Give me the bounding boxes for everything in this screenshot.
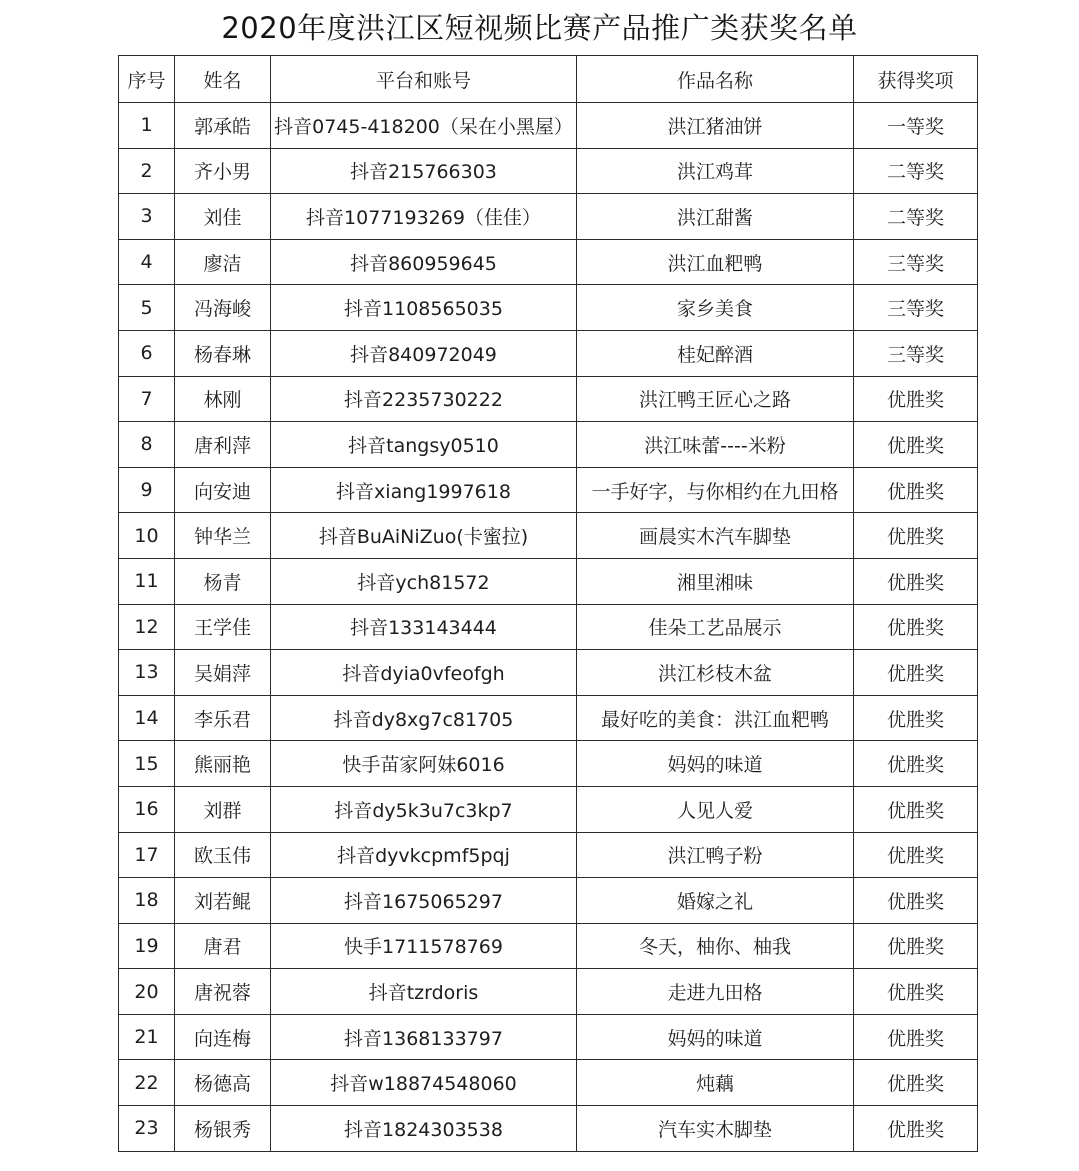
cell-serial-number: 6 <box>119 330 175 376</box>
cell-serial-number: 5 <box>119 285 175 331</box>
cell-award: 优胜奖 <box>854 1060 978 1106</box>
cell-platform-account: 抖音ych81572 <box>271 558 577 604</box>
cell-platform-account: 抖音1675065297 <box>271 878 577 924</box>
cell-award: 三等奖 <box>854 285 978 331</box>
cell-award: 优胜奖 <box>854 422 978 468</box>
cell-name: 杨青 <box>175 558 271 604</box>
header-award: 获得奖项 <box>854 56 978 103</box>
table-row <box>119 1106 978 1152</box>
cell-work-title: 湘里湘味 <box>577 558 854 604</box>
cell-award: 优胜奖 <box>854 878 978 924</box>
cell-award: 优胜奖 <box>854 786 978 832</box>
cell-work-title: 一手好字，与你相约在九田格 <box>577 467 854 513</box>
table-row <box>119 148 978 194</box>
cell-name: 唐利萍 <box>175 422 271 468</box>
header-name: 姓名 <box>175 56 271 103</box>
cell-name: 欧玉伟 <box>175 832 271 878</box>
cell-serial-number: 1 <box>119 103 175 149</box>
table-row <box>119 239 978 285</box>
cell-serial-number: 10 <box>119 513 175 559</box>
cell-platform-account: 抖音xiang1997618 <box>271 467 577 513</box>
header-platform-account: 平台和账号 <box>271 56 577 103</box>
cell-platform-account: 抖音1108565035 <box>271 285 577 331</box>
cell-award: 三等奖 <box>854 239 978 285</box>
cell-work-title: 人见人爱 <box>577 786 854 832</box>
cell-work-title: 洪江猪油饼 <box>577 103 854 149</box>
cell-serial-number: 3 <box>119 194 175 240</box>
cell-award: 优胜奖 <box>854 695 978 741</box>
cell-platform-account: 抖音860959645 <box>271 239 577 285</box>
cell-work-title: 桂妃醉酒 <box>577 330 854 376</box>
cell-name: 王学佳 <box>175 604 271 650</box>
cell-platform-account: 抖音0745-418200（呆在小黑屋） <box>271 103 577 149</box>
cell-award: 优胜奖 <box>854 969 978 1015</box>
cell-platform-account: 快手苗家阿妹6016 <box>271 741 577 787</box>
cell-work-title: 洪江血粑鸭 <box>577 239 854 285</box>
cell-work-title: 洪江鸭子粉 <box>577 832 854 878</box>
table-row <box>119 695 978 741</box>
table-row <box>119 741 978 787</box>
cell-platform-account: 抖音1077193269（佳佳） <box>271 194 577 240</box>
cell-award: 优胜奖 <box>854 604 978 650</box>
cell-work-title: 妈妈的味道 <box>577 741 854 787</box>
table-row <box>119 604 978 650</box>
cell-work-title: 炖藕 <box>577 1060 854 1106</box>
cell-serial-number: 11 <box>119 558 175 604</box>
cell-award: 优胜奖 <box>854 923 978 969</box>
table-row <box>119 103 978 149</box>
cell-name: 向连梅 <box>175 1014 271 1060</box>
table-header-row <box>119 56 978 103</box>
cell-award: 三等奖 <box>854 330 978 376</box>
cell-name: 齐小男 <box>175 148 271 194</box>
cell-name: 唐君 <box>175 923 271 969</box>
table-row <box>119 422 978 468</box>
cell-work-title: 佳朵工艺品展示 <box>577 604 854 650</box>
cell-name: 杨春琳 <box>175 330 271 376</box>
cell-platform-account: 快手1711578769 <box>271 923 577 969</box>
cell-work-title: 冬天，柚你、柚我 <box>577 923 854 969</box>
table-row <box>119 285 978 331</box>
cell-name: 熊丽艳 <box>175 741 271 787</box>
cell-work-title: 家乡美食 <box>577 285 854 331</box>
cell-serial-number: 14 <box>119 695 175 741</box>
cell-award: 二等奖 <box>854 194 978 240</box>
table-row <box>119 832 978 878</box>
cell-serial-number: 8 <box>119 422 175 468</box>
cell-serial-number: 21 <box>119 1014 175 1060</box>
table-row <box>119 1014 978 1060</box>
cell-platform-account: 抖音215766303 <box>271 148 577 194</box>
cell-award: 优胜奖 <box>854 1106 978 1152</box>
cell-award: 优胜奖 <box>854 741 978 787</box>
page-title: 2020年度洪江区短视频比赛产品推广类获奖名单 <box>221 11 858 45</box>
table-row <box>119 650 978 696</box>
cell-award: 优胜奖 <box>854 513 978 559</box>
cell-serial-number: 18 <box>119 878 175 924</box>
cell-platform-account: 抖音tzrdoris <box>271 969 577 1015</box>
cell-serial-number: 20 <box>119 969 175 1015</box>
table-row <box>119 969 978 1015</box>
cell-name: 李乐君 <box>175 695 271 741</box>
table-row <box>119 1060 978 1106</box>
cell-platform-account: 抖音1824303538 <box>271 1106 577 1152</box>
table-row <box>119 376 978 422</box>
table-row <box>119 330 978 376</box>
table-row <box>119 558 978 604</box>
cell-work-title: 走进九田格 <box>577 969 854 1015</box>
cell-platform-account: 抖音dy8xg7c81705 <box>271 695 577 741</box>
cell-name: 向安迪 <box>175 467 271 513</box>
cell-platform-account: 抖音1368133797 <box>271 1014 577 1060</box>
cell-name: 杨德高 <box>175 1060 271 1106</box>
cell-work-title: 洪江鸭王匠心之路 <box>577 376 854 422</box>
cell-platform-account: 抖音dy5k3u7c3kp7 <box>271 786 577 832</box>
cell-serial-number: 23 <box>119 1106 175 1152</box>
cell-award: 优胜奖 <box>854 558 978 604</box>
cell-name: 郭承皓 <box>175 103 271 149</box>
cell-work-title: 洪江甜酱 <box>577 194 854 240</box>
cell-work-title: 婚嫁之礼 <box>577 878 854 924</box>
cell-name: 刘佳 <box>175 194 271 240</box>
cell-serial-number: 13 <box>119 650 175 696</box>
cell-serial-number: 12 <box>119 604 175 650</box>
cell-work-title: 洪江味蕾----米粉 <box>577 422 854 468</box>
table-row <box>119 878 978 924</box>
cell-platform-account: 抖音w18874548060 <box>271 1060 577 1106</box>
table-row <box>119 513 978 559</box>
cell-name: 杨银秀 <box>175 1106 271 1152</box>
cell-name: 刘群 <box>175 786 271 832</box>
cell-award: 一等奖 <box>854 103 978 149</box>
cell-serial-number: 9 <box>119 467 175 513</box>
cell-platform-account: 抖音BuAiNiZuo(卡蜜拉) <box>271 513 577 559</box>
cell-serial-number: 2 <box>119 148 175 194</box>
cell-award: 优胜奖 <box>854 467 978 513</box>
cell-award: 优胜奖 <box>854 832 978 878</box>
table-row <box>119 194 978 240</box>
cell-work-title: 妈妈的味道 <box>577 1014 854 1060</box>
table-row <box>119 786 978 832</box>
cell-platform-account: 抖音133143444 <box>271 604 577 650</box>
cell-work-title: 画晨实木汽车脚垫 <box>577 513 854 559</box>
cell-serial-number: 16 <box>119 786 175 832</box>
cell-platform-account: 抖音840972049 <box>271 330 577 376</box>
header-work-title: 作品名称 <box>577 56 854 103</box>
cell-award: 二等奖 <box>854 148 978 194</box>
cell-name: 吴娟萍 <box>175 650 271 696</box>
cell-award: 优胜奖 <box>854 376 978 422</box>
table-row <box>119 923 978 969</box>
cell-name: 林刚 <box>175 376 271 422</box>
cell-award: 优胜奖 <box>854 1014 978 1060</box>
cell-name: 唐祝蓉 <box>175 969 271 1015</box>
cell-name: 冯海峻 <box>175 285 271 331</box>
cell-platform-account: 抖音dyvkcpmf5pqj <box>271 832 577 878</box>
cell-name: 刘若鲲 <box>175 878 271 924</box>
cell-serial-number: 19 <box>119 923 175 969</box>
cell-platform-account: 抖音2235730222 <box>271 376 577 422</box>
cell-name: 钟华兰 <box>175 513 271 559</box>
cell-platform-account: 抖音dyia0vfeofgh <box>271 650 577 696</box>
cell-award: 优胜奖 <box>854 650 978 696</box>
table-row <box>119 467 978 513</box>
header-serial-number: 序号 <box>119 56 175 103</box>
cell-work-title: 洪江鸡茸 <box>577 148 854 194</box>
cell-serial-number: 7 <box>119 376 175 422</box>
award-table <box>118 55 978 1152</box>
cell-name: 廖洁 <box>175 239 271 285</box>
cell-work-title: 汽车实木脚垫 <box>577 1106 854 1152</box>
cell-serial-number: 15 <box>119 741 175 787</box>
cell-work-title: 最好吃的美食：洪江血粑鸭 <box>577 695 854 741</box>
table-body <box>119 103 978 1152</box>
cell-serial-number: 4 <box>119 239 175 285</box>
cell-serial-number: 22 <box>119 1060 175 1106</box>
cell-work-title: 洪江杉枝木盆 <box>577 650 854 696</box>
cell-platform-account: 抖音tangsy0510 <box>271 422 577 468</box>
cell-serial-number: 17 <box>119 832 175 878</box>
